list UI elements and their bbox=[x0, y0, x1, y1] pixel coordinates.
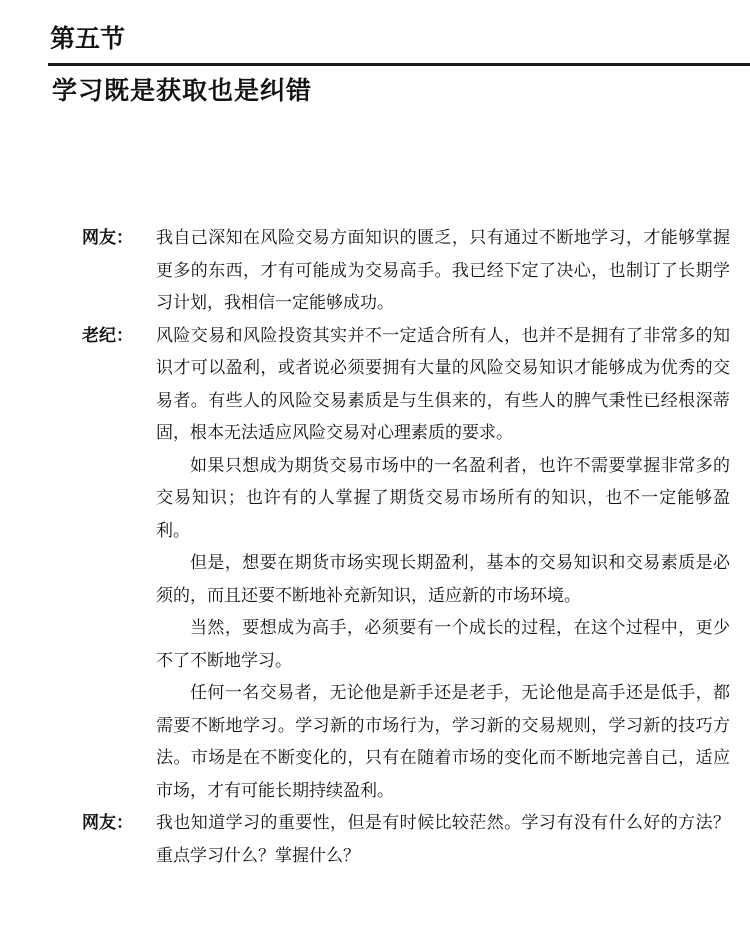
dialogue-text: 风险交易和风险投资其实并不一定适合所有人，也并不是拥有了非常多的知识才可以盈利，或者说必须要拥有大量的风险交易知识才能够成为优秀的交易者。有些人的风险交易素质是与生俱来的，有些人的脾气秉性已经根深蒂固，根本无法适应风险交易对心理素质的要求。 bbox=[156, 325, 730, 443]
dialogue-text: 我自己深知在风险交易方面知识的匮乏，只有通过不断地学习，才能够掌握更多的东西，才有可能成为交易高手。我已经下定了决心，也制订了长期学习计划，我相信一定能够成功。 bbox=[156, 228, 730, 313]
section-number: 第五节 bbox=[50, 24, 126, 53]
dialogue-text: 我也知道学习的重要性，但是有时候比较茫然。学习有没有什么好的方法？重点学习什么？掌握什么？ bbox=[156, 813, 730, 866]
paragraph: 如果只想成为期货交易市场中的一名盈利者，也许不需要掌握非常多的交易知识；也许有的人掌握了期货交易市场所有的知识，也不一定能够盈利。 bbox=[156, 455, 730, 541]
dialogue-turn-netizen bbox=[82, 222, 730, 320]
section-title: 学习既是获取也是纠错 bbox=[52, 76, 313, 105]
dialogue-body bbox=[82, 222, 730, 872]
speaker-label: 老纪： bbox=[82, 325, 133, 346]
dialogue-turn-netizen-closing bbox=[82, 807, 730, 872]
speaker-label: 网友： bbox=[82, 813, 133, 833]
dialogue-turn-laoji bbox=[82, 320, 730, 450]
speaker-label: 网友： bbox=[82, 228, 133, 248]
paragraph: 当然，要想成为高手，必须要有一个成长的过程，在这个过程中，更少不了不断地学习。 bbox=[156, 618, 730, 671]
paragraph: 任何一名交易者，无论他是新手还是老手，无论他是高手还是低手，都需要不断地学习。学习新的市场行为，学习新的交易规则，学习新的技巧方法。市场是在不断变化的，只有在随着市场的变化而不断地完善自己，适应市场，才有可能长期持续盈利。 bbox=[156, 683, 730, 801]
section-header bbox=[48, 22, 750, 108]
paragraph: 但是，想要在期货市场实现长期盈利，基本的交易知识和交易素质是必须的，而且还要不断地补充新知识，适应新的市场环境。 bbox=[156, 553, 730, 606]
header-divider bbox=[48, 63, 750, 66]
